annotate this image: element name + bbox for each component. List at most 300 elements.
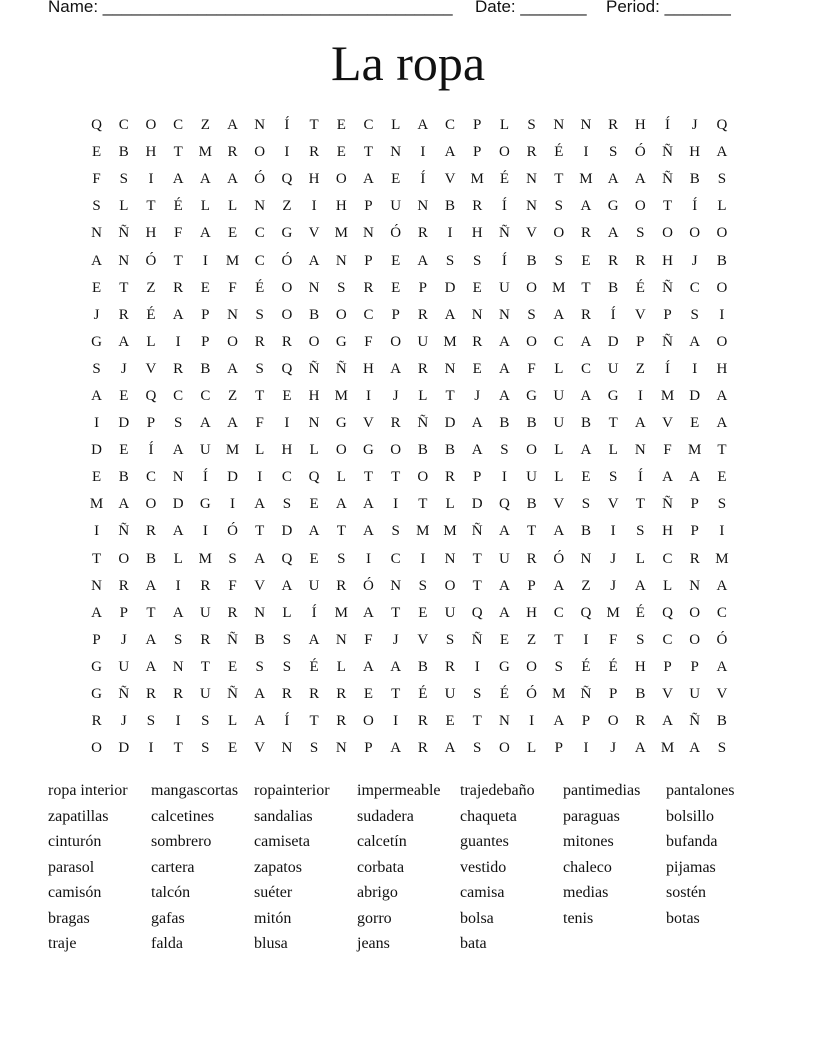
grid-letter: J (610, 550, 617, 567)
grid-letter: I (94, 523, 100, 540)
grid-letter: E (227, 658, 238, 675)
grid-letter: D (91, 442, 103, 459)
grid-letter: B (445, 442, 456, 459)
grid-letter: S (173, 415, 183, 432)
grid-letter: M (715, 550, 729, 567)
grid-letter: Í (665, 360, 671, 377)
grid-letter: M (552, 279, 566, 296)
word-list-item: cartera (151, 858, 195, 876)
grid-letter: T (146, 198, 156, 215)
grid-letter: L (662, 577, 673, 594)
grid-letter: M (660, 740, 675, 757)
grid-letter: U (199, 686, 211, 703)
grid-letter: N (689, 577, 701, 594)
grid-letter: A (444, 740, 456, 757)
grid-letter: S (500, 442, 509, 459)
grid-letter: F (92, 171, 101, 188)
grid-letter: A (390, 658, 402, 675)
grid-letter: A (580, 387, 592, 404)
grid-letter: I (257, 469, 263, 486)
grid-letter: P (473, 144, 482, 161)
grid-letter: B (526, 496, 537, 513)
grid-letter: T (608, 415, 618, 432)
grid-letter: O (662, 225, 673, 242)
grid-letter: J (610, 577, 617, 594)
grid-row (83, 735, 743, 762)
grid-letter: I (501, 469, 507, 486)
date-field: Date: _______ (475, 0, 587, 16)
grid-letter: B (580, 415, 591, 432)
grid-letter: L (200, 198, 210, 215)
grid-letter: M (579, 171, 593, 188)
grid-letter: B (254, 631, 265, 648)
grid-letter: Z (581, 577, 591, 594)
grid-letter: I (284, 415, 290, 432)
grid-letter: A (227, 360, 238, 377)
grid-letter: N (390, 577, 402, 594)
grid-letter: H (689, 144, 701, 161)
grid-letter: R (689, 550, 700, 567)
grid-letter: S (554, 252, 563, 269)
grid-letter: Q (498, 496, 510, 513)
grid-row (83, 437, 743, 464)
grid-letter: E (336, 117, 346, 134)
grid-letter: F (228, 577, 237, 594)
grid-row (83, 518, 743, 545)
grid-letter: A (335, 496, 347, 513)
word-list-item: bata (460, 935, 487, 952)
grid-row (83, 383, 743, 410)
word-list-item: ropa interior (48, 782, 128, 799)
grid-letter: N (308, 415, 320, 432)
grid-letter: O (308, 333, 320, 350)
grid-letter: Ñ (580, 686, 592, 703)
grid-letter: O (689, 604, 701, 621)
page-title: La ropa (330, 35, 486, 91)
grid-letter: G (91, 658, 103, 675)
grid-letter: S (445, 631, 455, 648)
grid-letter: T (173, 740, 183, 757)
grid-letter: A (417, 252, 429, 269)
grid-letter: Ó (254, 171, 266, 188)
word-list-item: botas (666, 909, 700, 927)
grid-letter: S (282, 631, 292, 648)
grid-letter: J (691, 117, 698, 134)
grid-letter: O (634, 198, 646, 215)
grid-letter: T (363, 469, 374, 486)
grid-letter: N (227, 306, 238, 323)
grid-letter: N (335, 740, 347, 757)
grid-letter: S (636, 523, 645, 540)
grid-letter: P (364, 252, 373, 269)
grid-letter: R (227, 604, 238, 621)
grid-letter: A (607, 225, 619, 242)
grid-letter: H (634, 117, 646, 134)
grid-letter: I (175, 333, 181, 350)
grid-letter: I (311, 198, 317, 215)
grid-letter: U (444, 604, 456, 621)
grid-letter: Q (281, 360, 293, 377)
grid-letter: E (391, 252, 401, 269)
grid-letter: N (444, 360, 456, 377)
word-list-item: parasol (48, 858, 95, 876)
grid-row (83, 139, 743, 166)
grid-letter: A (716, 387, 728, 404)
grid-letter: S (119, 171, 128, 188)
grid-letter: L (717, 198, 727, 215)
word-search-grid (83, 112, 743, 762)
grid-letter: R (417, 713, 428, 730)
grid-letter: A (227, 415, 238, 432)
grid-letter: P (201, 333, 210, 350)
grid-letter: S (554, 658, 563, 675)
grid-letter: R (417, 740, 428, 757)
grid-letter: Q (281, 550, 293, 567)
grid-letter: Q (281, 171, 293, 188)
grid-letter: S (255, 360, 264, 377)
grid-letter: R (635, 252, 646, 269)
grid-letter: V (145, 360, 157, 377)
grid-letter: C (390, 550, 401, 567)
grid-letter: Ó (390, 225, 402, 242)
grid-letter: Í (311, 604, 317, 621)
grid-letter: A (498, 523, 510, 540)
grid-letter: J (691, 252, 698, 269)
grid-letter: L (554, 360, 564, 377)
grid-letter: B (118, 144, 129, 161)
grid-letter: A (553, 713, 565, 730)
grid-letter: N (254, 198, 266, 215)
grid-letter: L (146, 333, 156, 350)
grid-row (83, 193, 743, 220)
grid-letter: H (145, 225, 157, 242)
grid-letter: P (364, 198, 373, 215)
grid-letter: O (335, 306, 347, 323)
grid-letter: Ñ (335, 360, 347, 377)
word-list-item: mangascortas (151, 782, 239, 799)
grid-letter: A (553, 306, 565, 323)
grid-letter: P (473, 117, 482, 134)
grid-letter: A (553, 523, 565, 540)
grid-letter: C (689, 279, 700, 296)
grid-letter: T (146, 604, 156, 621)
grid-letter: V (607, 496, 619, 513)
grid-letter: N (417, 198, 429, 215)
grid-letter: A (172, 523, 184, 540)
grid-letter: F (173, 225, 183, 242)
grid-letter: A (634, 577, 646, 594)
grid-letter: V (526, 225, 538, 242)
word-list-item: bolsillo (666, 807, 715, 825)
grid-letter: A (498, 387, 510, 404)
grid-letter: R (445, 469, 456, 486)
grid-letter: A (254, 550, 266, 567)
grid-letter: N (526, 198, 538, 215)
grid-letter: R (417, 225, 428, 242)
grid-letter: T (418, 496, 428, 513)
grid-letter: A (553, 577, 565, 594)
grid-letter: P (527, 577, 536, 594)
grid-letter: V (662, 415, 673, 432)
grid-letter: S (581, 496, 591, 513)
grid-letter: S (418, 577, 428, 594)
grid-letter: N (363, 225, 374, 242)
grid-letter: O (444, 577, 456, 594)
grid-letter: M (416, 523, 430, 540)
grid-letter: L (255, 442, 265, 459)
grid-letter: I (719, 523, 725, 540)
word-list-item: bragas (48, 909, 90, 927)
grid-letter: Ó (526, 686, 538, 703)
grid-letter: N (91, 577, 103, 594)
grid-letter: I (610, 523, 616, 540)
grid-letter: S (527, 306, 536, 323)
grid-letter: Ó (145, 252, 157, 269)
grid-letter: O (689, 631, 701, 648)
grid-letter: I (365, 387, 371, 404)
grid-row (83, 464, 743, 491)
grid-letter: Q (91, 117, 103, 134)
grid-letter: P (418, 279, 428, 296)
word-list-item: vestido (460, 858, 507, 876)
grid-letter: R (445, 658, 456, 675)
grid-letter: G (607, 387, 619, 404)
grid-letter: T (173, 252, 183, 269)
grid-letter: N (444, 550, 456, 567)
grid-letter: Ñ (417, 415, 429, 432)
grid-letter: J (120, 713, 127, 730)
grid-letter: A (172, 171, 184, 188)
word-list-item: zapatillas (48, 807, 109, 825)
word-list-item: trajedebaño (460, 782, 535, 799)
grid-letter: U (390, 198, 402, 215)
grid-letter: P (690, 658, 699, 675)
grid-letter: L (391, 117, 401, 134)
grid-letter: D (689, 387, 701, 404)
grid-letter: R (417, 306, 428, 323)
grid-letter: R (580, 306, 591, 323)
word-list-item: ropainterior (254, 782, 330, 799)
grid-letter: Ñ (662, 279, 673, 296)
word-list-item: camisón (48, 884, 102, 901)
word-list-item: paraguas (563, 807, 620, 825)
grid-row (83, 410, 743, 437)
grid-letter: S (473, 740, 482, 757)
grid-letter: U (526, 469, 538, 486)
grid-letter: A (199, 225, 211, 242)
grid-letter: S (201, 740, 210, 757)
grid-letter: E (119, 442, 129, 459)
grid-letter: S (92, 360, 101, 377)
grid-letter: A (716, 658, 728, 675)
grid-letter: H (335, 198, 347, 215)
grid-letter: A (471, 415, 483, 432)
grid-letter: O (390, 442, 402, 459)
grid-letter: R (608, 117, 619, 134)
grid-letter: L (635, 550, 645, 567)
grid-letter: G (199, 496, 211, 513)
grid-letter: L (227, 198, 238, 215)
grid-letter: N (254, 604, 266, 621)
grid-letter: B (445, 198, 456, 215)
grid-letter: H (662, 252, 673, 269)
grid-letter: S (146, 713, 156, 730)
grid-letter: U (553, 387, 565, 404)
word-list-item: gafas (151, 909, 185, 927)
grid-letter: Ñ (662, 171, 673, 188)
grid-letter: A (580, 333, 592, 350)
grid-letter: T (472, 713, 482, 730)
grid-letter: Ó (634, 144, 646, 161)
grid-letter: I (692, 360, 698, 377)
grid-letter: T (173, 144, 183, 161)
grid-letter: C (363, 306, 374, 323)
worksheet-header (48, 0, 748, 21)
word-list-item: falda (151, 935, 183, 952)
grid-letter: G (526, 387, 538, 404)
grid-letter: I (393, 496, 399, 513)
grid-letter: D (281, 523, 293, 540)
grid-row (83, 654, 743, 681)
grid-letter: V (308, 225, 320, 242)
word-list-item: mitones (563, 833, 614, 850)
word-list-item: pantimedias (563, 782, 641, 799)
grid-letter: J (392, 631, 399, 648)
grid-letter: T (581, 279, 591, 296)
grid-letter: P (608, 686, 618, 703)
grid-letter: R (472, 198, 483, 215)
word-list-item: corbata (357, 858, 405, 876)
grid-letter: A (254, 686, 266, 703)
grid-letter: D (118, 740, 130, 757)
grid-letter: T (200, 658, 210, 675)
grid-letter: C (716, 604, 727, 621)
grid-letter: A (363, 658, 374, 675)
grid-letter: A (580, 442, 592, 459)
grid-letter: B (417, 442, 428, 459)
word-list-item: traje (48, 935, 77, 952)
word-list-item: medias (563, 884, 609, 901)
grid-letter: A (634, 171, 646, 188)
grid-letter: O (335, 442, 347, 459)
grid-letter: P (201, 306, 210, 323)
grid-letter: H (634, 658, 646, 675)
grid-letter: U (553, 415, 565, 432)
grid-letter: E (418, 604, 428, 621)
grid-letter: C (145, 469, 156, 486)
grid-letter: E (472, 360, 482, 377)
grid-letter: B (580, 523, 591, 540)
grid-row (83, 627, 743, 654)
word-list-item: calcetines (151, 807, 215, 825)
grid-letter: A (145, 631, 157, 648)
grid-letter: Q (145, 387, 157, 404)
grid-letter: S (473, 252, 482, 269)
grid-letter: C (363, 117, 374, 134)
grid-letter: M (334, 604, 348, 621)
word-list-item: blusa (254, 935, 288, 952)
grid-row (83, 708, 743, 735)
grid-letter: Í (501, 252, 507, 269)
grid-letter: V (716, 686, 728, 703)
grid-letter: Ñ (308, 360, 320, 377)
grid-letter: E (690, 415, 700, 432)
grid-letter: Z (227, 387, 238, 404)
grid-letter: N (471, 306, 483, 323)
grid-letter: A (498, 333, 510, 350)
grid-letter: M (198, 550, 213, 567)
grid-letter: S (636, 631, 645, 648)
grid-letter: R (336, 686, 347, 703)
grid-letter: C (254, 252, 265, 269)
grid-letter: Í (148, 442, 154, 459)
grid-letter: O (716, 225, 728, 242)
grid-letter: Ñ (662, 144, 673, 161)
grid-letter: C (254, 225, 265, 242)
grid-letter: T (119, 279, 129, 296)
grid-letter: N (390, 144, 402, 161)
grid-letter: M (660, 387, 675, 404)
grid-letter: Z (282, 198, 292, 215)
grid-letter: Ñ (471, 523, 483, 540)
grid-letter: I (148, 171, 154, 188)
grid-letter: D (444, 279, 456, 296)
grid-row (83, 166, 743, 193)
grid-letter: S (201, 713, 210, 730)
grid-letter: M (89, 496, 104, 513)
grid-letter: I (420, 144, 426, 161)
grid-letter: E (581, 252, 591, 269)
grid-letter: P (92, 631, 101, 648)
grid-letter: P (473, 469, 482, 486)
grid-letter: O (526, 658, 538, 675)
word-list-item: camiseta (254, 833, 310, 850)
grid-letter: A (580, 198, 592, 215)
grid-letter: S (473, 686, 482, 703)
grid-letter: R (309, 144, 320, 161)
grid-letter: É (499, 171, 509, 188)
grid-letter: H (716, 360, 728, 377)
grid-letter: Ñ (118, 225, 130, 242)
grid-letter: F (608, 631, 618, 648)
grid-letter: A (716, 144, 728, 161)
grid-letter: J (120, 631, 127, 648)
grid-letter: L (418, 387, 428, 404)
grid-letter: A (689, 740, 701, 757)
grid-letter: A (662, 469, 673, 486)
word-list-item: abrigo (357, 884, 398, 901)
grid-letter: N (118, 252, 130, 269)
grid-letter: I (175, 577, 181, 594)
grid-letter: N (580, 117, 592, 134)
grid-letter: A (118, 496, 130, 513)
grid-letter: V (553, 496, 565, 513)
grid-letter: Ñ (118, 523, 130, 540)
grid-letter: R (526, 144, 537, 161)
grid-letter: R (336, 577, 347, 594)
grid-letter: F (364, 333, 373, 350)
grid-row (83, 491, 743, 518)
grid-letter: L (173, 550, 183, 567)
name-field: Name: _____________________________________ (48, 0, 453, 16)
grid-letter: T (336, 523, 346, 540)
grid-letter: S (391, 523, 400, 540)
grid-letter: P (690, 496, 699, 513)
grid-letter: U (607, 360, 619, 377)
grid-letter: O (607, 713, 619, 730)
grid-letter: Ó (716, 631, 728, 648)
grid-letter: I (420, 550, 426, 567)
